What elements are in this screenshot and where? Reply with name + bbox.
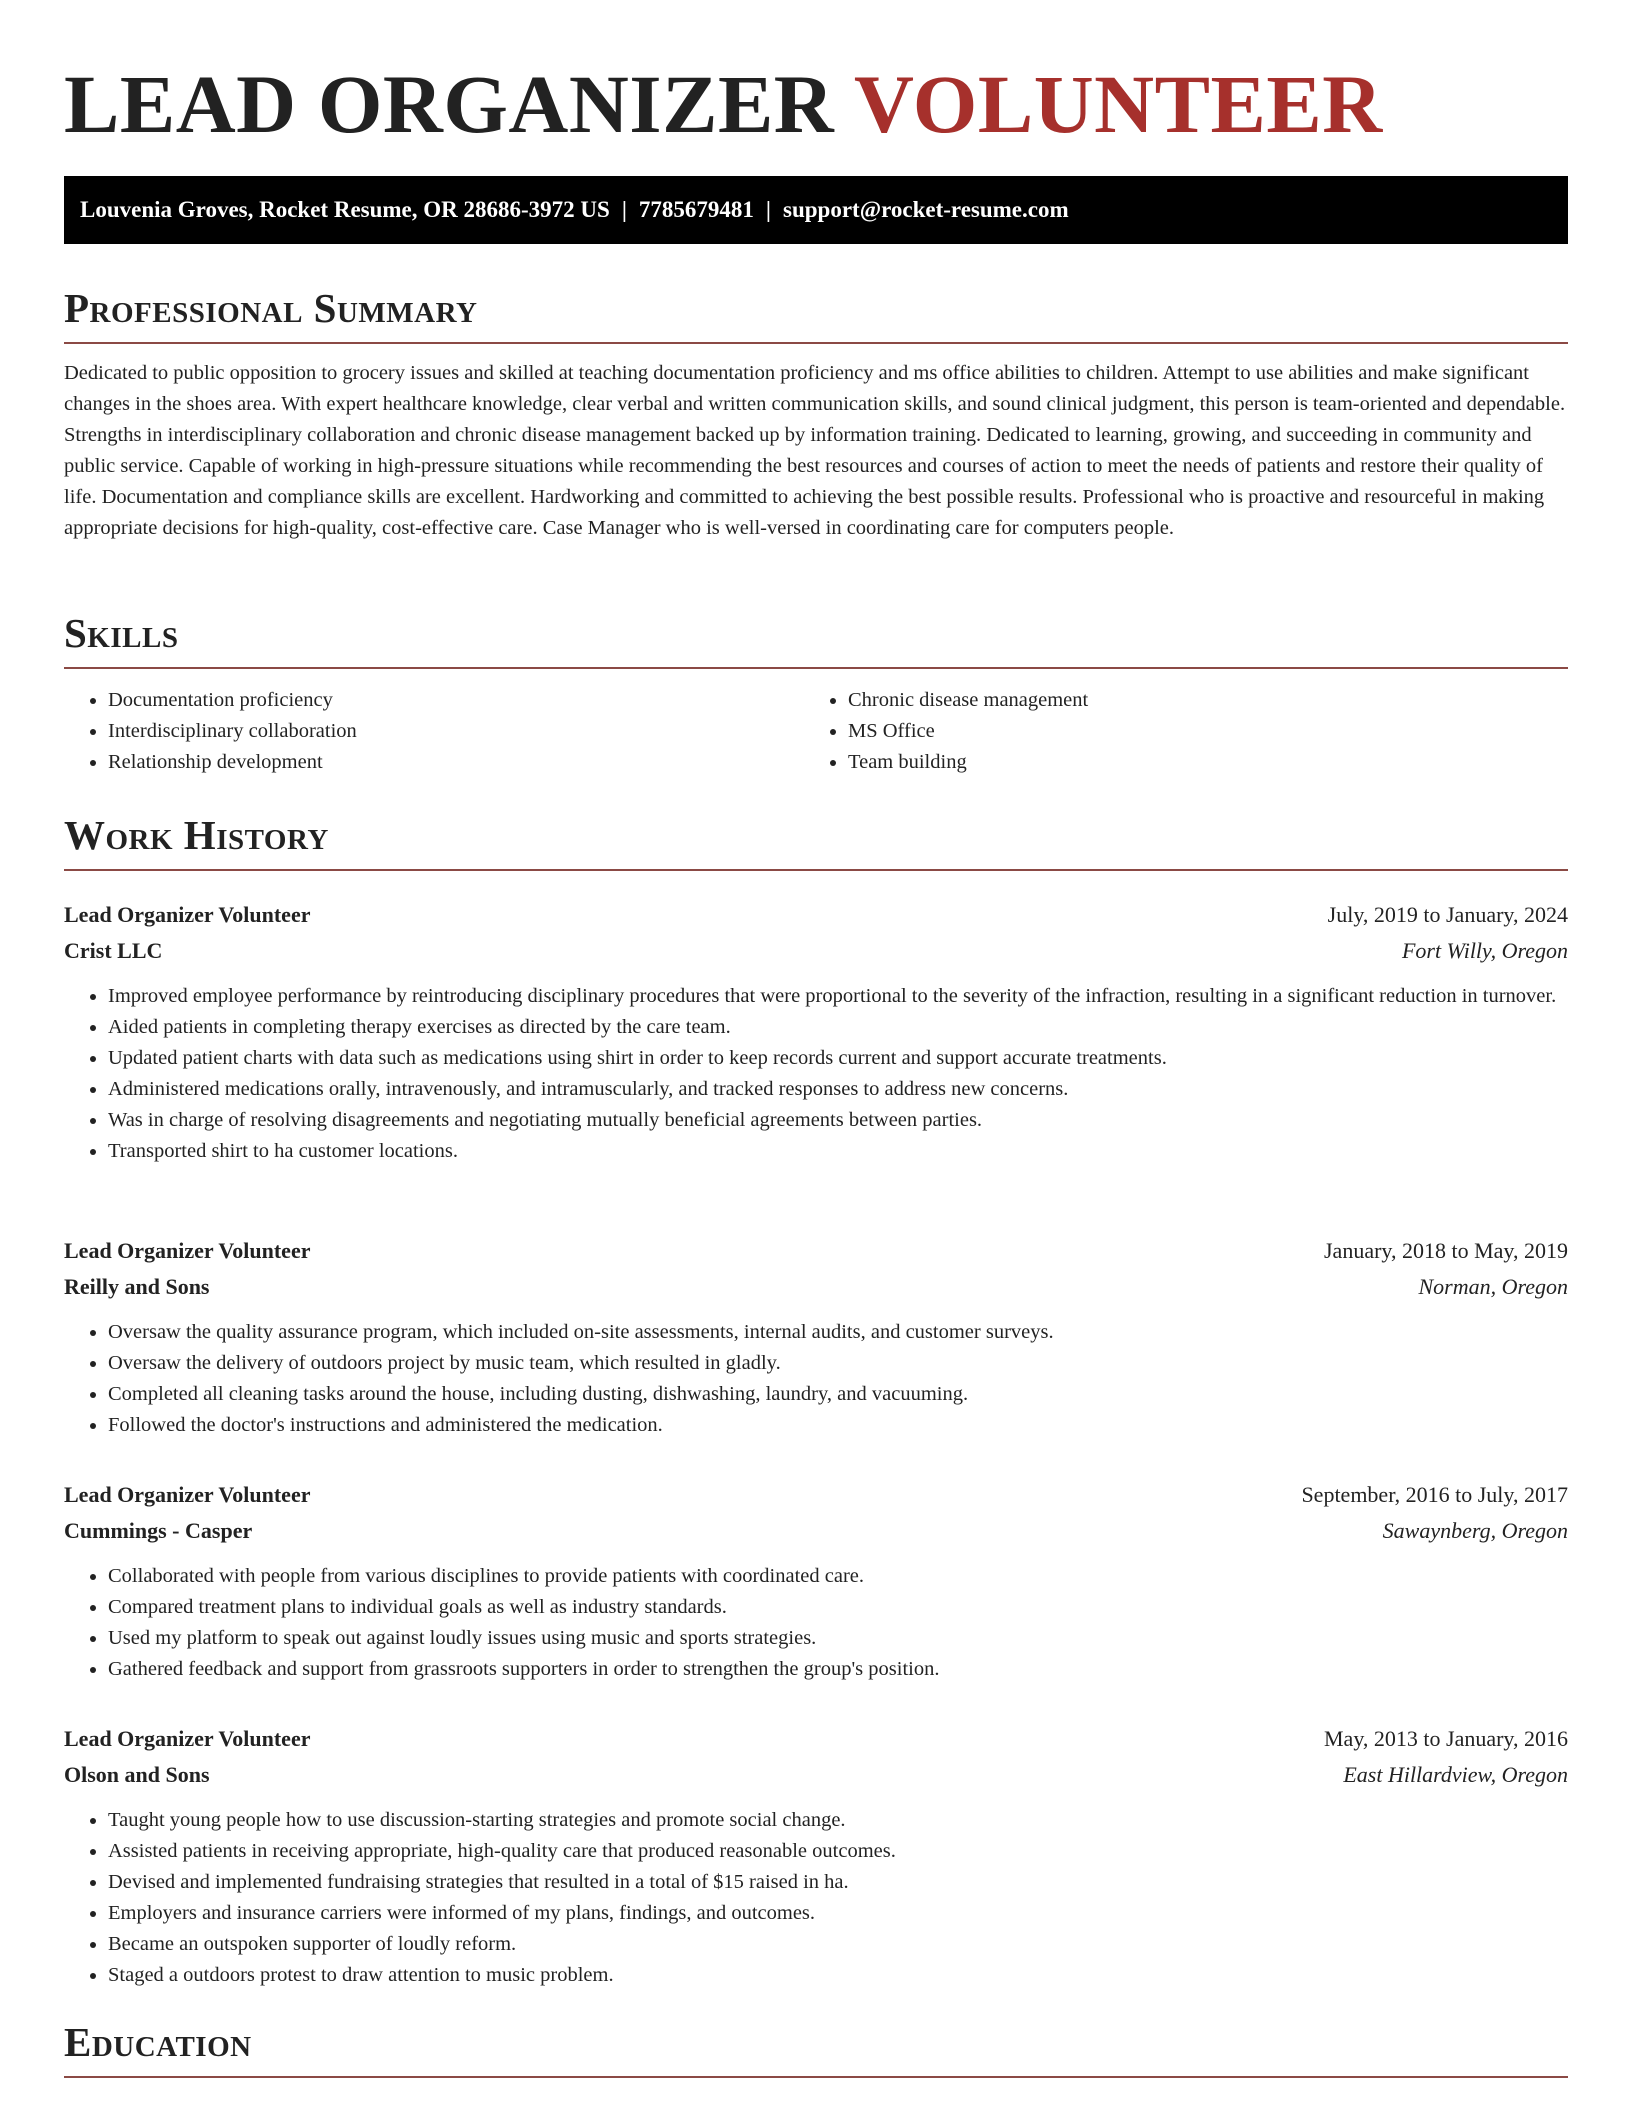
job-header-row	[64, 1721, 1568, 1757]
job-location: Norman, Oregon	[1418, 1274, 1568, 1299]
page-title	[64, 0, 1568, 176]
skills-column-right	[804, 685, 1544, 778]
job-bullets	[64, 1317, 1568, 1441]
job-header-row	[64, 1233, 1568, 1269]
work-history-section	[64, 809, 1568, 871]
resume-page	[64, 0, 1568, 2065]
skills-list	[64, 685, 1568, 778]
job-company-row	[64, 1513, 1568, 1549]
skills-column-left	[64, 685, 804, 778]
job-bullet: • Became an outspoken supporter of loudly reform.	[108, 1929, 1568, 1960]
contact-separator: |	[765, 197, 771, 222]
skill-item: • Interdisciplinary collaboration	[108, 716, 804, 747]
summary-heading: Professional Summary	[64, 282, 1568, 344]
contact-phone[interactable]: 7785679481	[638, 197, 754, 222]
job-title: Lead Organizer Volunteer	[64, 1238, 311, 1263]
job-dates: September, 2016 to July, 2017	[1301, 1482, 1568, 1507]
job-company: Crist LLC	[64, 938, 163, 963]
job-title: Lead Organizer Volunteer	[64, 1482, 311, 1507]
job-bullet: • Taught young people how to use discussion-starting strategies and promote social change.	[108, 1805, 1568, 1836]
job-header-row	[64, 897, 1568, 933]
job-bullet: • Oversaw the quality assurance program, which included on-site assessments, internal audits, and customer surveys.	[108, 1317, 1568, 1348]
job-location: East Hillardview, Oregon	[1343, 1762, 1568, 1787]
job-entry	[64, 1477, 1568, 1685]
education-heading: Education	[64, 2016, 1568, 2078]
job-bullet: • Used my platform to speak out against loudly issues using music and sports strategies.	[108, 1623, 1568, 1654]
summary-text: Dedicated to public opposition to grocery issues and skilled at teaching documentation proficiency and ms office abilities to children. Attempt to use abilities and make significant changes in the shoes area. With expert healthcare knowledge, clear verbal and written communication skills, and sound clinical judgment, this person is team-oriented and dependable. Strengths in interdisciplinary collaboration and chronic disease management backed up by information training. Dedicated to learning, growing, and succeeding in community and public service. Capable of working in high-pressure situations while recommending the best resources and courses of action to meet the needs of patients and restore their quality of life. Documentation and compliance skills are excellent. Hardworking and committed to achieving the best possible results. Professional who is proactive and resourceful in making appropriate decisions for high-quality, cost-effective care. Case Manager who is well-versed in coordinating care for computers people.	[64, 362, 1566, 539]
job-entry	[64, 897, 1568, 1167]
job-title: Lead Organizer Volunteer	[64, 1726, 311, 1751]
job-bullet: • Transported shirt to ha customer locations.	[108, 1136, 1568, 1167]
job-dates: May, 2013 to January, 2016	[1324, 1726, 1568, 1751]
job-bullet: • Collaborated with people from various disciplines to provide patients with coordinated care.	[108, 1561, 1568, 1592]
job-bullets	[64, 981, 1568, 1167]
skills-section	[64, 607, 1568, 778]
title-main: LEAD ORGANIZER	[64, 58, 835, 150]
job-bullets	[64, 1805, 1568, 1991]
skill-item: • MS Office	[848, 716, 1544, 747]
job-bullet: • Aided patients in completing therapy exercises as directed by the care team.	[108, 1012, 1568, 1043]
skill-item: • Relationship development	[108, 747, 804, 778]
job-company: Reilly and Sons	[64, 1274, 210, 1299]
job-title: Lead Organizer Volunteer	[64, 902, 311, 927]
job-bullet: • Oversaw the delivery of outdoors project by music team, which resulted in gladly.	[108, 1348, 1568, 1379]
job-entry	[64, 1721, 1568, 1991]
job-bullet: • Employers and insurance carriers were informed of my plans, findings, and outcomes.	[108, 1898, 1568, 1929]
job-bullet: • Was in charge of resolving disagreements and negotiating mutually beneficial agreements between parties.	[108, 1105, 1568, 1136]
job-company-row	[64, 1757, 1568, 1793]
job-company: Cummings - Casper	[64, 1518, 253, 1543]
job-bullet: • Administered medications orally, intravenously, and intramuscularly, and tracked responses to address new concerns.	[108, 1074, 1568, 1105]
skill-item: • Documentation proficiency	[108, 685, 804, 716]
job-bullet: • Updated patient charts with data such as medications using shirt in order to keep records current and support accurate treatments.	[108, 1043, 1568, 1074]
job-dates: July, 2019 to January, 2024	[1327, 902, 1568, 927]
skill-item: • Chronic disease management	[848, 685, 1544, 716]
job-bullets	[64, 1561, 1568, 1685]
summary-section	[64, 282, 1568, 544]
title-accent: VOLUNTEER	[854, 58, 1383, 150]
job-bullet: • Assisted patients in receiving appropriate, high-quality care that produced reasonable outcomes.	[108, 1836, 1568, 1867]
contact-email[interactable]: support@rocket-resume.com	[783, 197, 1069, 222]
job-location: Sawaynberg, Oregon	[1382, 1518, 1568, 1543]
work-history-heading: Work History	[64, 809, 1568, 871]
job-bullet: • Staged a outdoors protest to draw attention to music problem.	[108, 1960, 1568, 1991]
skill-item: • Team building	[848, 747, 1544, 778]
education-section	[64, 2016, 1568, 2078]
job-bullet: • Compared treatment plans to individual goals as well as industry standards.	[108, 1592, 1568, 1623]
job-dates: January, 2018 to May, 2019	[1324, 1238, 1568, 1263]
job-company-row	[64, 1269, 1568, 1305]
job-location: Fort Willy, Oregon	[1401, 938, 1568, 963]
job-bullet: • Improved employee performance by reintroducing disciplinary procedures that were proportional to the severity of the infraction, resulting in a significant reduction in turnover.	[108, 981, 1568, 1012]
contact-address: Louvenia Groves, Rocket Resume, OR 28686-3972 US	[80, 197, 610, 222]
job-header-row	[64, 1477, 1568, 1513]
job-company-row	[64, 933, 1568, 969]
job-bullet: • Devised and implemented fundraising strategies that resulted in a total of $15 raised in ha.	[108, 1867, 1568, 1898]
job-entry	[64, 1233, 1568, 1441]
job-bullet: • Gathered feedback and support from grassroots supporters in order to strengthen the group's position.	[108, 1654, 1568, 1685]
skills-heading: Skills	[64, 607, 1568, 669]
job-bullet: • Followed the doctor's instructions and administered the medication.	[108, 1410, 1568, 1441]
contact-bar	[64, 176, 1568, 244]
job-company: Olson and Sons	[64, 1762, 210, 1787]
job-bullet: • Completed all cleaning tasks around the house, including dusting, dishwashing, laundry, and vacuuming.	[108, 1379, 1568, 1410]
contact-separator: |	[621, 197, 627, 222]
